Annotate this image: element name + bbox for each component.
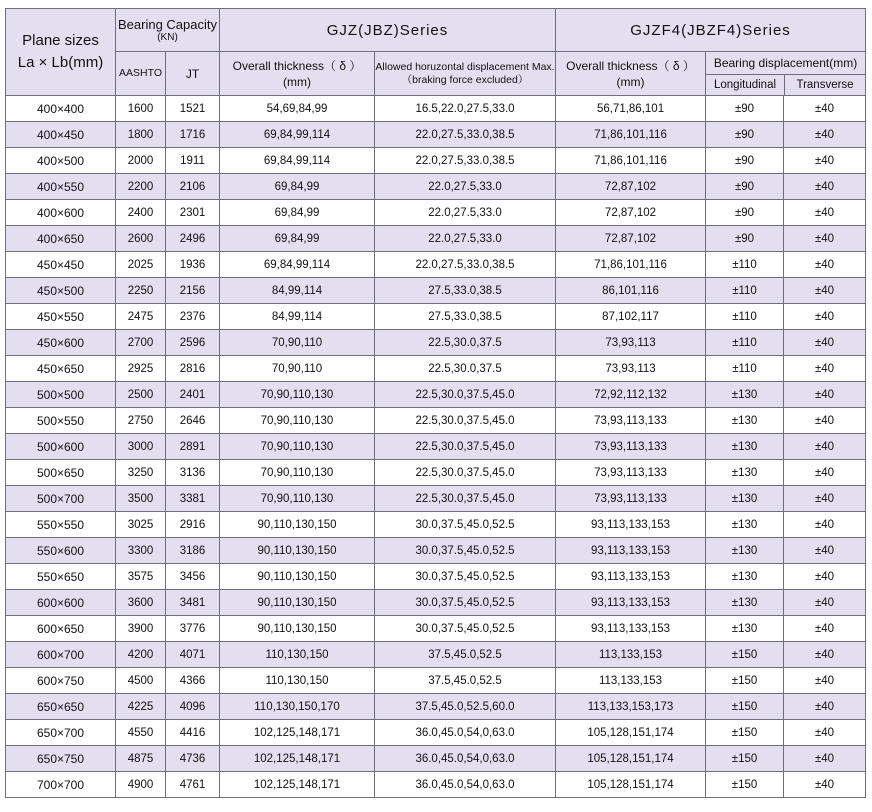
table-row xyxy=(6,174,866,200)
plane-size-cell: 500×600 xyxy=(6,434,116,460)
gjz-thickness-cell: 70,90,110 xyxy=(220,330,375,356)
table-row xyxy=(6,304,866,330)
gjz-displacement-cell: 22.5,30.0,37.5,45.0 xyxy=(375,408,556,434)
jt-capacity-cell: 4761 xyxy=(166,772,220,798)
aashto-capacity-cell: 1800 xyxy=(116,122,166,148)
gjz-displacement-cell: 22.0,27.5,33.0,38.5 xyxy=(375,122,556,148)
jt-capacity-cell: 1716 xyxy=(166,122,220,148)
longitudinal-displacement-cell: ±110 xyxy=(706,304,784,330)
gjz-thickness-cell: 54,69,84,99 xyxy=(220,96,375,122)
longitudinal-displacement-cell: ±110 xyxy=(706,330,784,356)
jt-capacity-cell: 2496 xyxy=(166,226,220,252)
table-row xyxy=(6,434,866,460)
transverse-displacement-cell: ±40 xyxy=(784,174,866,200)
transverse-displacement-cell: ±40 xyxy=(784,278,866,304)
gjzf-series-header: GJZF4(JBZF4)Series xyxy=(556,9,866,52)
gjz-thickness-cell: 102,125,148,171 xyxy=(220,772,375,798)
jt-capacity-cell: 3481 xyxy=(166,590,220,616)
jt-capacity-cell: 2646 xyxy=(166,408,220,434)
table-row xyxy=(6,564,866,590)
plane-size-cell: 400×600 xyxy=(6,200,116,226)
plane-size-cell: 600×650 xyxy=(6,616,116,642)
longitudinal-displacement-cell: ±130 xyxy=(706,564,784,590)
gjz-thickness-cell: 102,125,148,171 xyxy=(220,720,375,746)
plane-size-cell: 600×700 xyxy=(6,642,116,668)
plane-size-cell: 650×700 xyxy=(6,720,116,746)
gjzf-thickness-cell: 73,93,113,133 xyxy=(556,486,706,512)
table-row xyxy=(6,512,866,538)
gjzf-thickness-cell: 73,93,113 xyxy=(556,330,706,356)
transverse-displacement-cell: ±40 xyxy=(784,746,866,772)
table-row xyxy=(6,252,866,278)
gjz-displacement-cell: 37.5,45.0,52.5 xyxy=(375,668,556,694)
gjz-thickness-cell: 102,125,148,171 xyxy=(220,746,375,772)
jt-capacity-cell: 3381 xyxy=(166,486,220,512)
transverse-displacement-cell: ±40 xyxy=(784,590,866,616)
transverse-displacement-cell: ±40 xyxy=(784,96,866,122)
longitudinal-displacement-cell: ±90 xyxy=(706,226,784,252)
longitudinal-displacement-cell: ±110 xyxy=(706,356,784,382)
longitudinal-displacement-cell: ±150 xyxy=(706,720,784,746)
gjzf-thickness-cell: 56,71,86,101 xyxy=(556,96,706,122)
plane-size-cell: 600×600 xyxy=(6,590,116,616)
jt-capacity-cell: 3456 xyxy=(166,564,220,590)
jt-capacity-cell: 2156 xyxy=(166,278,220,304)
gjz-displacement-cell: 22.0,27.5,33.0,38.5 xyxy=(375,252,556,278)
longitudinal-displacement-cell: ±130 xyxy=(706,434,784,460)
transverse-displacement-cell: ±40 xyxy=(784,226,866,252)
plane-size-cell: 550×600 xyxy=(6,538,116,564)
aashto-capacity-cell: 3025 xyxy=(116,512,166,538)
longitudinal-displacement-cell: ±130 xyxy=(706,538,784,564)
table-row xyxy=(6,226,866,252)
gjz-displacement-cell: 22.0,27.5,33.0 xyxy=(375,226,556,252)
aashto-capacity-cell: 3300 xyxy=(116,538,166,564)
longitudinal-displacement-cell: ±130 xyxy=(706,512,784,538)
plane-size-cell: 450×600 xyxy=(6,330,116,356)
gjz-series-header: GJZ(JBZ)Series xyxy=(220,9,556,52)
plane-size-cell: 500×650 xyxy=(6,460,116,486)
aashto-capacity-cell: 3000 xyxy=(116,434,166,460)
aashto-capacity-cell: 4875 xyxy=(116,746,166,772)
gjz-thickness-cell: 70,90,110,130 xyxy=(220,486,375,512)
bearing-displacement-header xyxy=(706,52,866,96)
gjzf-thickness-header: Overall thickness（ δ ） (mm) xyxy=(556,52,706,96)
plane-sizes-unit: La × Lb(mm) xyxy=(17,54,104,71)
aashto-capacity-cell: 2000 xyxy=(116,148,166,174)
transverse-displacement-cell: ±40 xyxy=(784,408,866,434)
aashto-capacity-cell: 2925 xyxy=(116,356,166,382)
transverse-displacement-cell: ±40 xyxy=(784,122,866,148)
gjzf-thickness-cell: 93,113,133,153 xyxy=(556,564,706,590)
transverse-displacement-cell: ±40 xyxy=(784,356,866,382)
gjzf-thickness-cell: 72,92,112,132 xyxy=(556,382,706,408)
transverse-displacement-cell: ±40 xyxy=(784,538,866,564)
longitudinal-displacement-cell: ±130 xyxy=(706,616,784,642)
table-row xyxy=(6,486,866,512)
jt-capacity-cell: 2596 xyxy=(166,330,220,356)
gjz-thickness-cell: 69,84,99,114 xyxy=(220,148,375,174)
longitudinal-displacement-cell: ±150 xyxy=(706,746,784,772)
gjzf-thickness-cell: 113,133,153 xyxy=(556,668,706,694)
gjzf-thickness-cell: 113,133,153,173 xyxy=(556,694,706,720)
table-row xyxy=(6,538,866,564)
aashto-capacity-cell: 2475 xyxy=(116,304,166,330)
table-row xyxy=(6,720,866,746)
plane-size-cell: 400×650 xyxy=(6,226,116,252)
gjz-thickness-cell: 90,110,130,150 xyxy=(220,564,375,590)
aashto-capacity-cell: 2250 xyxy=(116,278,166,304)
gjzf-thickness-cell: 105,128,151,174 xyxy=(556,772,706,798)
longitudinal-displacement-cell: ±110 xyxy=(706,278,784,304)
plane-size-cell: 650×750 xyxy=(6,746,116,772)
gjz-thickness-cell: 70,90,110 xyxy=(220,356,375,382)
gjzf-thickness-cell: 71,86,101,116 xyxy=(556,122,706,148)
gjz-displacement-cell: 30.0,37.5,45.0,52.5 xyxy=(375,564,556,590)
transverse-displacement-cell: ±40 xyxy=(784,720,866,746)
longitudinal-displacement-cell: ±130 xyxy=(706,408,784,434)
bearing-capacity-unit: (KN) xyxy=(157,31,178,43)
gjz-thickness-cell: 90,110,130,150 xyxy=(220,538,375,564)
gjz-displacement-cell: 22.5,30.0,37.5,45.0 xyxy=(375,434,556,460)
bearing-capacity-title: Bearing Capacity xyxy=(118,16,217,32)
table-row xyxy=(6,200,866,226)
aashto-capacity-cell: 1600 xyxy=(116,96,166,122)
aashto-capacity-cell: 4550 xyxy=(116,720,166,746)
jt-capacity-cell: 2816 xyxy=(166,356,220,382)
gjzf-thickness-cell: 71,86,101,116 xyxy=(556,148,706,174)
aashto-capacity-cell: 3575 xyxy=(116,564,166,590)
gjzf-thickness-cell: 72,87,102 xyxy=(556,226,706,252)
plane-size-cell: 450×500 xyxy=(6,278,116,304)
gjz-thickness-cell: 84,99,114 xyxy=(220,278,375,304)
gjz-thickness-cell: 70,90,110,130 xyxy=(220,408,375,434)
table-row xyxy=(6,148,866,174)
gjz-displacement-cell: 37.5,45.0,52.5 xyxy=(375,642,556,668)
plane-sizes-title: Plane sizes xyxy=(22,32,99,49)
transverse-displacement-cell: ±40 xyxy=(784,304,866,330)
gjz-displacement-cell: 22.0,27.5,33.0 xyxy=(375,174,556,200)
transverse-displacement-cell: ±40 xyxy=(784,512,866,538)
jt-capacity-cell: 3776 xyxy=(166,616,220,642)
longitudinal-displacement-cell: ±90 xyxy=(706,96,784,122)
gjzf-thickness-cell: 87,102,117 xyxy=(556,304,706,330)
transverse-displacement-cell: ±40 xyxy=(784,382,866,408)
plane-size-cell: 500×500 xyxy=(6,382,116,408)
longitudinal-displacement-cell: ±130 xyxy=(706,460,784,486)
table-header xyxy=(6,9,866,96)
longitudinal-displacement-cell: ±110 xyxy=(706,252,784,278)
transverse-displacement-cell: ±40 xyxy=(784,434,866,460)
transverse-displacement-cell: ±40 xyxy=(784,486,866,512)
aashto-header: AASHTO xyxy=(116,52,166,96)
gjzf-thickness-cell: 105,128,151,174 xyxy=(556,720,706,746)
aashto-capacity-cell: 4900 xyxy=(116,772,166,798)
gjzf-thickness-cell: 105,128,151,174 xyxy=(556,746,706,772)
gjzf-thickness-cell: 73,93,113,133 xyxy=(556,408,706,434)
gjzf-thickness-cell: 93,113,133,153 xyxy=(556,512,706,538)
gjz-thickness-cell: 69,84,99 xyxy=(220,226,375,252)
gjz-displacement-cell: 22.0,27.5,33.0 xyxy=(375,200,556,226)
bearing-spec-table xyxy=(5,8,866,798)
plane-size-cell: 550×550 xyxy=(6,512,116,538)
gjzf-thickness-cell: 73,93,113,133 xyxy=(556,434,706,460)
aashto-capacity-cell: 4225 xyxy=(116,694,166,720)
gjz-displacement-cell: 22.5,30.0,37.5 xyxy=(375,330,556,356)
jt-capacity-cell: 1936 xyxy=(166,252,220,278)
plane-size-cell: 550×650 xyxy=(6,564,116,590)
plane-size-cell: 400×400 xyxy=(6,96,116,122)
transverse-displacement-cell: ±40 xyxy=(784,252,866,278)
gjz-thickness-cell: 90,110,130,150 xyxy=(220,512,375,538)
gjz-displacement-cell: 22.0,27.5,33.0,38.5 xyxy=(375,148,556,174)
plane-size-cell: 700×700 xyxy=(6,772,116,798)
gjz-thickness-cell: 110,130,150,170 xyxy=(220,694,375,720)
table-row xyxy=(6,746,866,772)
plane-size-cell: 450×550 xyxy=(6,304,116,330)
longitudinal-displacement-cell: ±90 xyxy=(706,174,784,200)
longitudinal-displacement-cell: ±90 xyxy=(706,122,784,148)
table-body xyxy=(6,96,866,798)
jt-capacity-cell: 1521 xyxy=(166,96,220,122)
longitudinal-displacement-cell: ±130 xyxy=(706,382,784,408)
jt-capacity-cell: 2106 xyxy=(166,174,220,200)
gjz-thickness-cell: 69,84,99,114 xyxy=(220,252,375,278)
gjz-thickness-cell: 69,84,99,114 xyxy=(220,122,375,148)
aashto-capacity-cell: 4200 xyxy=(116,642,166,668)
gjz-thickness-cell: 110,130,150 xyxy=(220,668,375,694)
gjzf-thickness-cell: 73,93,113 xyxy=(556,356,706,382)
jt-capacity-cell: 2301 xyxy=(166,200,220,226)
plane-size-cell: 400×550 xyxy=(6,174,116,200)
table-row xyxy=(6,616,866,642)
table-row xyxy=(6,122,866,148)
longitudinal-displacement-cell: ±150 xyxy=(706,668,784,694)
aashto-capacity-cell: 2600 xyxy=(116,226,166,252)
gjz-displacement-cell: 27.5,33.0,38.5 xyxy=(375,304,556,330)
jt-capacity-cell: 2916 xyxy=(166,512,220,538)
table-row xyxy=(6,460,866,486)
gjz-displacement-cell: 37.5,45.0,52.5,60.0 xyxy=(375,694,556,720)
aashto-capacity-cell: 2750 xyxy=(116,408,166,434)
aashto-capacity-cell: 4500 xyxy=(116,668,166,694)
plane-size-cell: 450×450 xyxy=(6,252,116,278)
plane-size-cell: 500×550 xyxy=(6,408,116,434)
gjz-displacement-cell: 30.0,37.5,45.0,52.5 xyxy=(375,538,556,564)
transverse-displacement-cell: ±40 xyxy=(784,460,866,486)
gjzf-thickness-cell: 93,113,133,153 xyxy=(556,616,706,642)
bearing-spec-table-wrapper xyxy=(5,8,866,798)
jt-capacity-cell: 4416 xyxy=(166,720,220,746)
longitudinal-displacement-cell: ±150 xyxy=(706,642,784,668)
jt-capacity-cell: 3136 xyxy=(166,460,220,486)
plane-size-cell: 650×650 xyxy=(6,694,116,720)
gjz-displacement-cell: 16.5,22.0,27.5,33.0 xyxy=(375,96,556,122)
gjz-thickness-cell: 70,90,110,130 xyxy=(220,460,375,486)
plane-size-cell: 400×500 xyxy=(6,148,116,174)
plane-size-cell: 500×700 xyxy=(6,486,116,512)
jt-capacity-cell: 2401 xyxy=(166,382,220,408)
transverse-displacement-cell: ±40 xyxy=(784,564,866,590)
aashto-capacity-cell: 3600 xyxy=(116,590,166,616)
aashto-capacity-cell: 2700 xyxy=(116,330,166,356)
table-row xyxy=(6,96,866,122)
gjzf-thickness-cell: 73,93,113,133 xyxy=(556,460,706,486)
gjz-thickness-cell: 70,90,110,130 xyxy=(220,382,375,408)
longitudinal-displacement-cell: ±130 xyxy=(706,486,784,512)
longitudinal-displacement-cell: ±90 xyxy=(706,148,784,174)
gjz-displacement-cell: 36.0,45.0,54,0,63.0 xyxy=(375,772,556,798)
table-row xyxy=(6,278,866,304)
gjzf-thickness-cell: 113,133,153 xyxy=(556,642,706,668)
aashto-capacity-cell: 3250 xyxy=(116,460,166,486)
bearing-capacity-header xyxy=(116,9,220,52)
transverse-displacement-cell: ±40 xyxy=(784,668,866,694)
gjzf-thickness-cell: 93,113,133,153 xyxy=(556,590,706,616)
gjz-displacement-cell: 27.5,33.0,38.5 xyxy=(375,278,556,304)
aashto-capacity-cell: 3900 xyxy=(116,616,166,642)
jt-capacity-cell: 3186 xyxy=(166,538,220,564)
jt-capacity-cell: 4071 xyxy=(166,642,220,668)
longitudinal-displacement-cell: ±150 xyxy=(706,694,784,720)
table-row xyxy=(6,772,866,798)
table-row xyxy=(6,408,866,434)
gjz-thickness-cell: 110,130,150 xyxy=(220,642,375,668)
table-row xyxy=(6,382,866,408)
gjz-thickness-cell: 84,99,114 xyxy=(220,304,375,330)
table-row xyxy=(6,694,866,720)
gjz-thickness-cell: 69,84,99 xyxy=(220,174,375,200)
longitudinal-displacement-cell: ±150 xyxy=(706,772,784,798)
gjz-thickness-header: Overall thickness（ δ ） (mm) xyxy=(220,52,375,96)
gjz-displacement-cell: 22.5,30.0,37.5,45.0 xyxy=(375,460,556,486)
transverse-displacement-cell: ±40 xyxy=(784,616,866,642)
transverse-displacement-cell: ±40 xyxy=(784,200,866,226)
gjz-displacement-cell: 30.0,37.5,45.0,52.5 xyxy=(375,590,556,616)
longitudinal-displacement-cell: ±90 xyxy=(706,200,784,226)
jt-capacity-cell: 4096 xyxy=(166,694,220,720)
jt-capacity-cell: 4366 xyxy=(166,668,220,694)
plane-size-cell: 400×450 xyxy=(6,122,116,148)
table-row xyxy=(6,356,866,382)
table-row xyxy=(6,642,866,668)
jt-header: JT xyxy=(166,52,220,96)
jt-capacity-cell: 2376 xyxy=(166,304,220,330)
gjz-thickness-cell: 90,110,130,150 xyxy=(220,616,375,642)
aashto-capacity-cell: 2025 xyxy=(116,252,166,278)
gjzf-thickness-cell: 93,113,133,153 xyxy=(556,538,706,564)
aashto-capacity-cell: 2500 xyxy=(116,382,166,408)
longitudinal-header: Longitudinal xyxy=(706,75,785,95)
table-row xyxy=(6,668,866,694)
table-row xyxy=(6,590,866,616)
transverse-header: Transverse xyxy=(796,79,854,91)
gjz-displacement-cell: 36.0,45.0,54,0,63.0 xyxy=(375,746,556,772)
gjzf-thickness-cell: 72,87,102 xyxy=(556,200,706,226)
transverse-displacement-cell: ±40 xyxy=(784,148,866,174)
longitudinal-displacement-cell: ±130 xyxy=(706,590,784,616)
jt-capacity-cell: 2891 xyxy=(166,434,220,460)
gjz-thickness-cell: 90,110,130,150 xyxy=(220,590,375,616)
gjz-thickness-cell: 70,90,110,130 xyxy=(220,434,375,460)
gjzf-thickness-cell: 72,87,102 xyxy=(556,174,706,200)
gjzf-thickness-cell: 71,86,101,116 xyxy=(556,252,706,278)
transverse-displacement-cell: ±40 xyxy=(784,772,866,798)
aashto-capacity-cell: 3500 xyxy=(116,486,166,512)
plane-size-cell: 600×750 xyxy=(6,668,116,694)
transverse-displacement-cell: ±40 xyxy=(784,642,866,668)
gjz-displacement-header: Allowed horuzontal displacement Max.（braking force excluded） xyxy=(375,52,556,96)
gjz-displacement-cell: 22.5,30.0,37.5 xyxy=(375,356,556,382)
gjz-displacement-cell: 22.5,30.0,37.5,45.0 xyxy=(375,382,556,408)
gjzf-thickness-cell: 86,101,116 xyxy=(556,278,706,304)
gjz-thickness-cell: 69,84,99 xyxy=(220,200,375,226)
aashto-capacity-cell: 2400 xyxy=(116,200,166,226)
jt-capacity-cell: 4736 xyxy=(166,746,220,772)
jt-capacity-cell: 1911 xyxy=(166,148,220,174)
aashto-capacity-cell: 2200 xyxy=(116,174,166,200)
bearing-displacement-title: Bearing displacement(mm) xyxy=(706,52,865,75)
gjz-displacement-cell: 22.5,30.0,37.5,45.0 xyxy=(375,486,556,512)
plane-sizes-header xyxy=(6,9,116,96)
gjz-displacement-cell: 36.0,45.0,54,0,63.0 xyxy=(375,720,556,746)
gjz-displacement-cell: 30.0,37.5,45.0,52.5 xyxy=(375,512,556,538)
transverse-displacement-cell: ±40 xyxy=(784,694,866,720)
table-row xyxy=(6,330,866,356)
transverse-displacement-cell: ±40 xyxy=(784,330,866,356)
plane-size-cell: 450×650 xyxy=(6,356,116,382)
gjz-displacement-cell: 30.0,37.5,45.0,52.5 xyxy=(375,616,556,642)
